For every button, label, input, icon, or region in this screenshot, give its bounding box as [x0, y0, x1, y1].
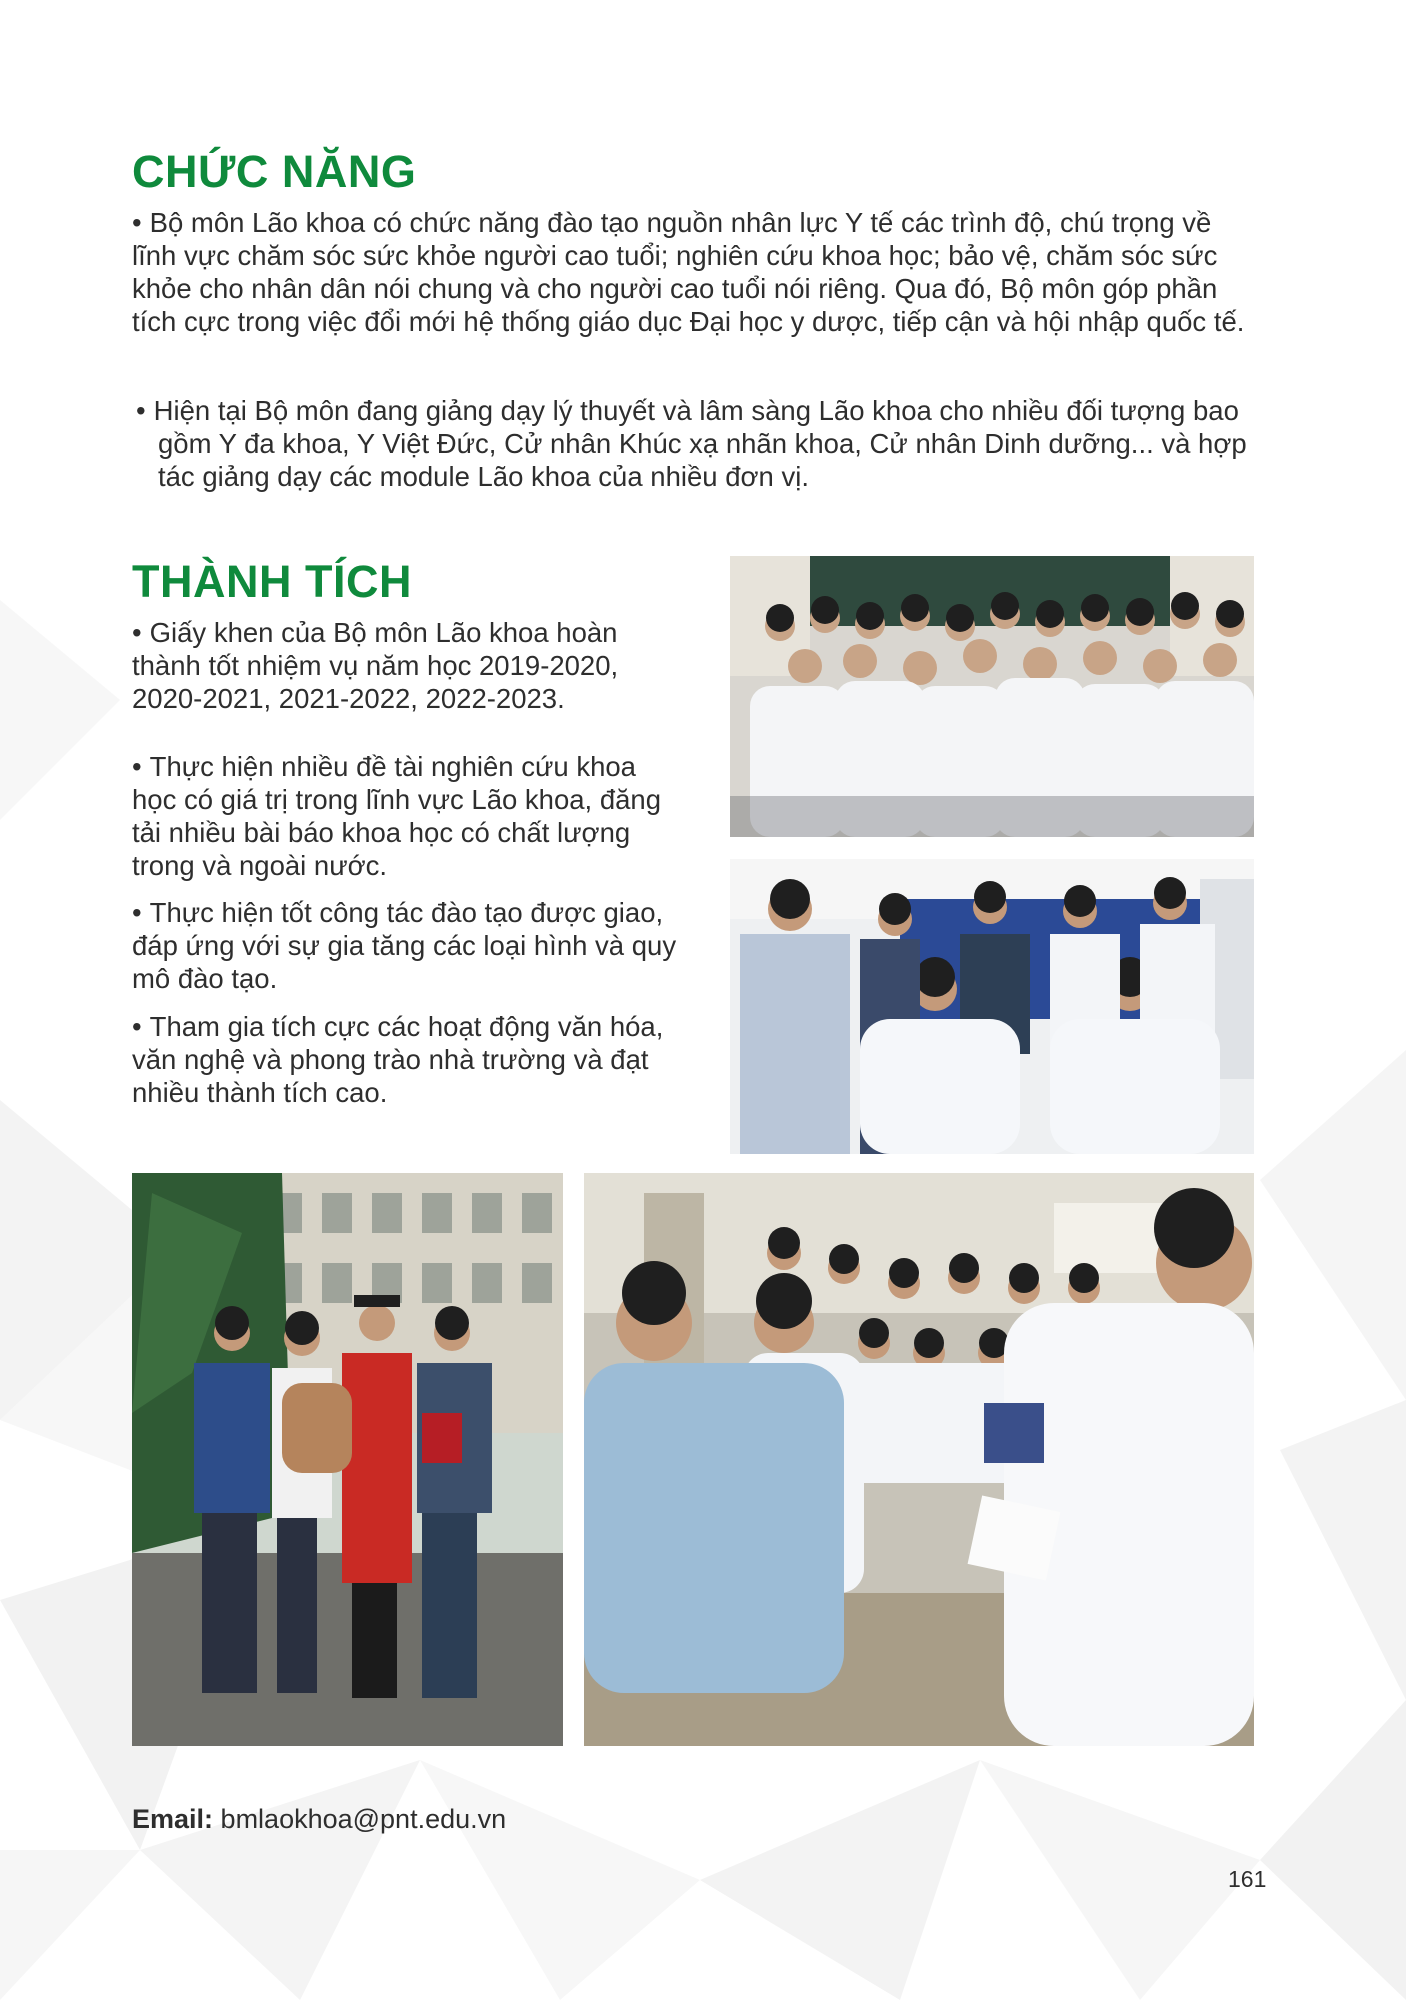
achievements-bullet-2: [132, 750, 687, 882]
functions-bullet-1-text: Bộ môn Lão khoa có chức năng đào tạo nguồn nhân lực Y tế các trình độ, chú trọng về lĩnh vực chăm sóc sức khỏe người cao tuổi; nghiên cứu khoa học; bảo vệ, chăm sóc sức khỏe cho nhân dân nói chung và cho người cao tuổi nói riêng. Qua đó, Bộ môn góp phần tích cực trong việc đổi mới hệ thống giáo dục Đại học y dược, tiếp cận và hội nhập quốc tế.: [132, 207, 1245, 337]
achievements-bullet-4-text: Tham gia tích cực các hoạt động văn hóa, văn nghệ và phong trào nhà trường và đạt nhiều thành tích cao.: [132, 1011, 664, 1108]
class-group-photo: [730, 556, 1254, 837]
graduation-photo: [132, 1173, 563, 1746]
bullet-icon: •: [132, 207, 142, 238]
achievements-bullet-2-text: Thực hiện nhiều đề tài nghiên cứu khoa học có giá trị trong lĩnh vực Lão khoa, đăng tải nhiều bài báo khoa học có chất lượng trong và ngoài nước.: [132, 751, 662, 881]
staff-group-photo: [730, 859, 1254, 1154]
contact-email: [132, 1804, 506, 1835]
functions-bullet-2-text: Hiện tại Bộ môn đang giảng dạy lý thuyết và lâm sàng Lão khoa cho nhiều đối tượng bao gồm Y đa khoa, Y Việt Đức, Cử nhân Khúc xạ nhãn khoa, Cử nhân Dinh dưỡng... và hợp tác giảng dạy các module Lão khoa của nhiều đơn vị.: [153, 395, 1247, 492]
bullet-icon: •: [132, 1011, 142, 1042]
email-label: Email:: [132, 1804, 214, 1834]
clinical-teaching-photo: [584, 1173, 1254, 1746]
bullet-icon: •: [132, 617, 142, 648]
achievements-heading: THÀNH TÍCH: [132, 556, 412, 607]
functions-bullet-1: [132, 206, 1262, 338]
email-link[interactable]: bmlaokhoa@pnt.edu.vn: [220, 1804, 507, 1834]
achievements-bullet-1-text: Giấy khen của Bộ môn Lão khoa hoàn thành tốt nhiệm vụ năm học 2019-2020, 2020-2021, 2021-2022, 2022-2023.: [132, 617, 619, 714]
bullet-icon: •: [132, 897, 142, 928]
bullet-icon: •: [132, 751, 142, 782]
functions-bullet-2: [136, 394, 1288, 493]
page-number: 161: [1228, 1866, 1267, 1892]
functions-heading: CHỨC NĂNG: [132, 146, 417, 197]
achievements-bullet-1: [132, 616, 687, 715]
achievements-bullet-4: [132, 1010, 687, 1109]
achievements-bullet-3: [132, 896, 687, 995]
achievements-bullet-3-text: Thực hiện tốt công tác đào tạo được giao, đáp ứng với sự gia tăng các loại hình và quy mô đào tạo.: [132, 897, 677, 994]
bullet-icon: •: [136, 395, 146, 426]
